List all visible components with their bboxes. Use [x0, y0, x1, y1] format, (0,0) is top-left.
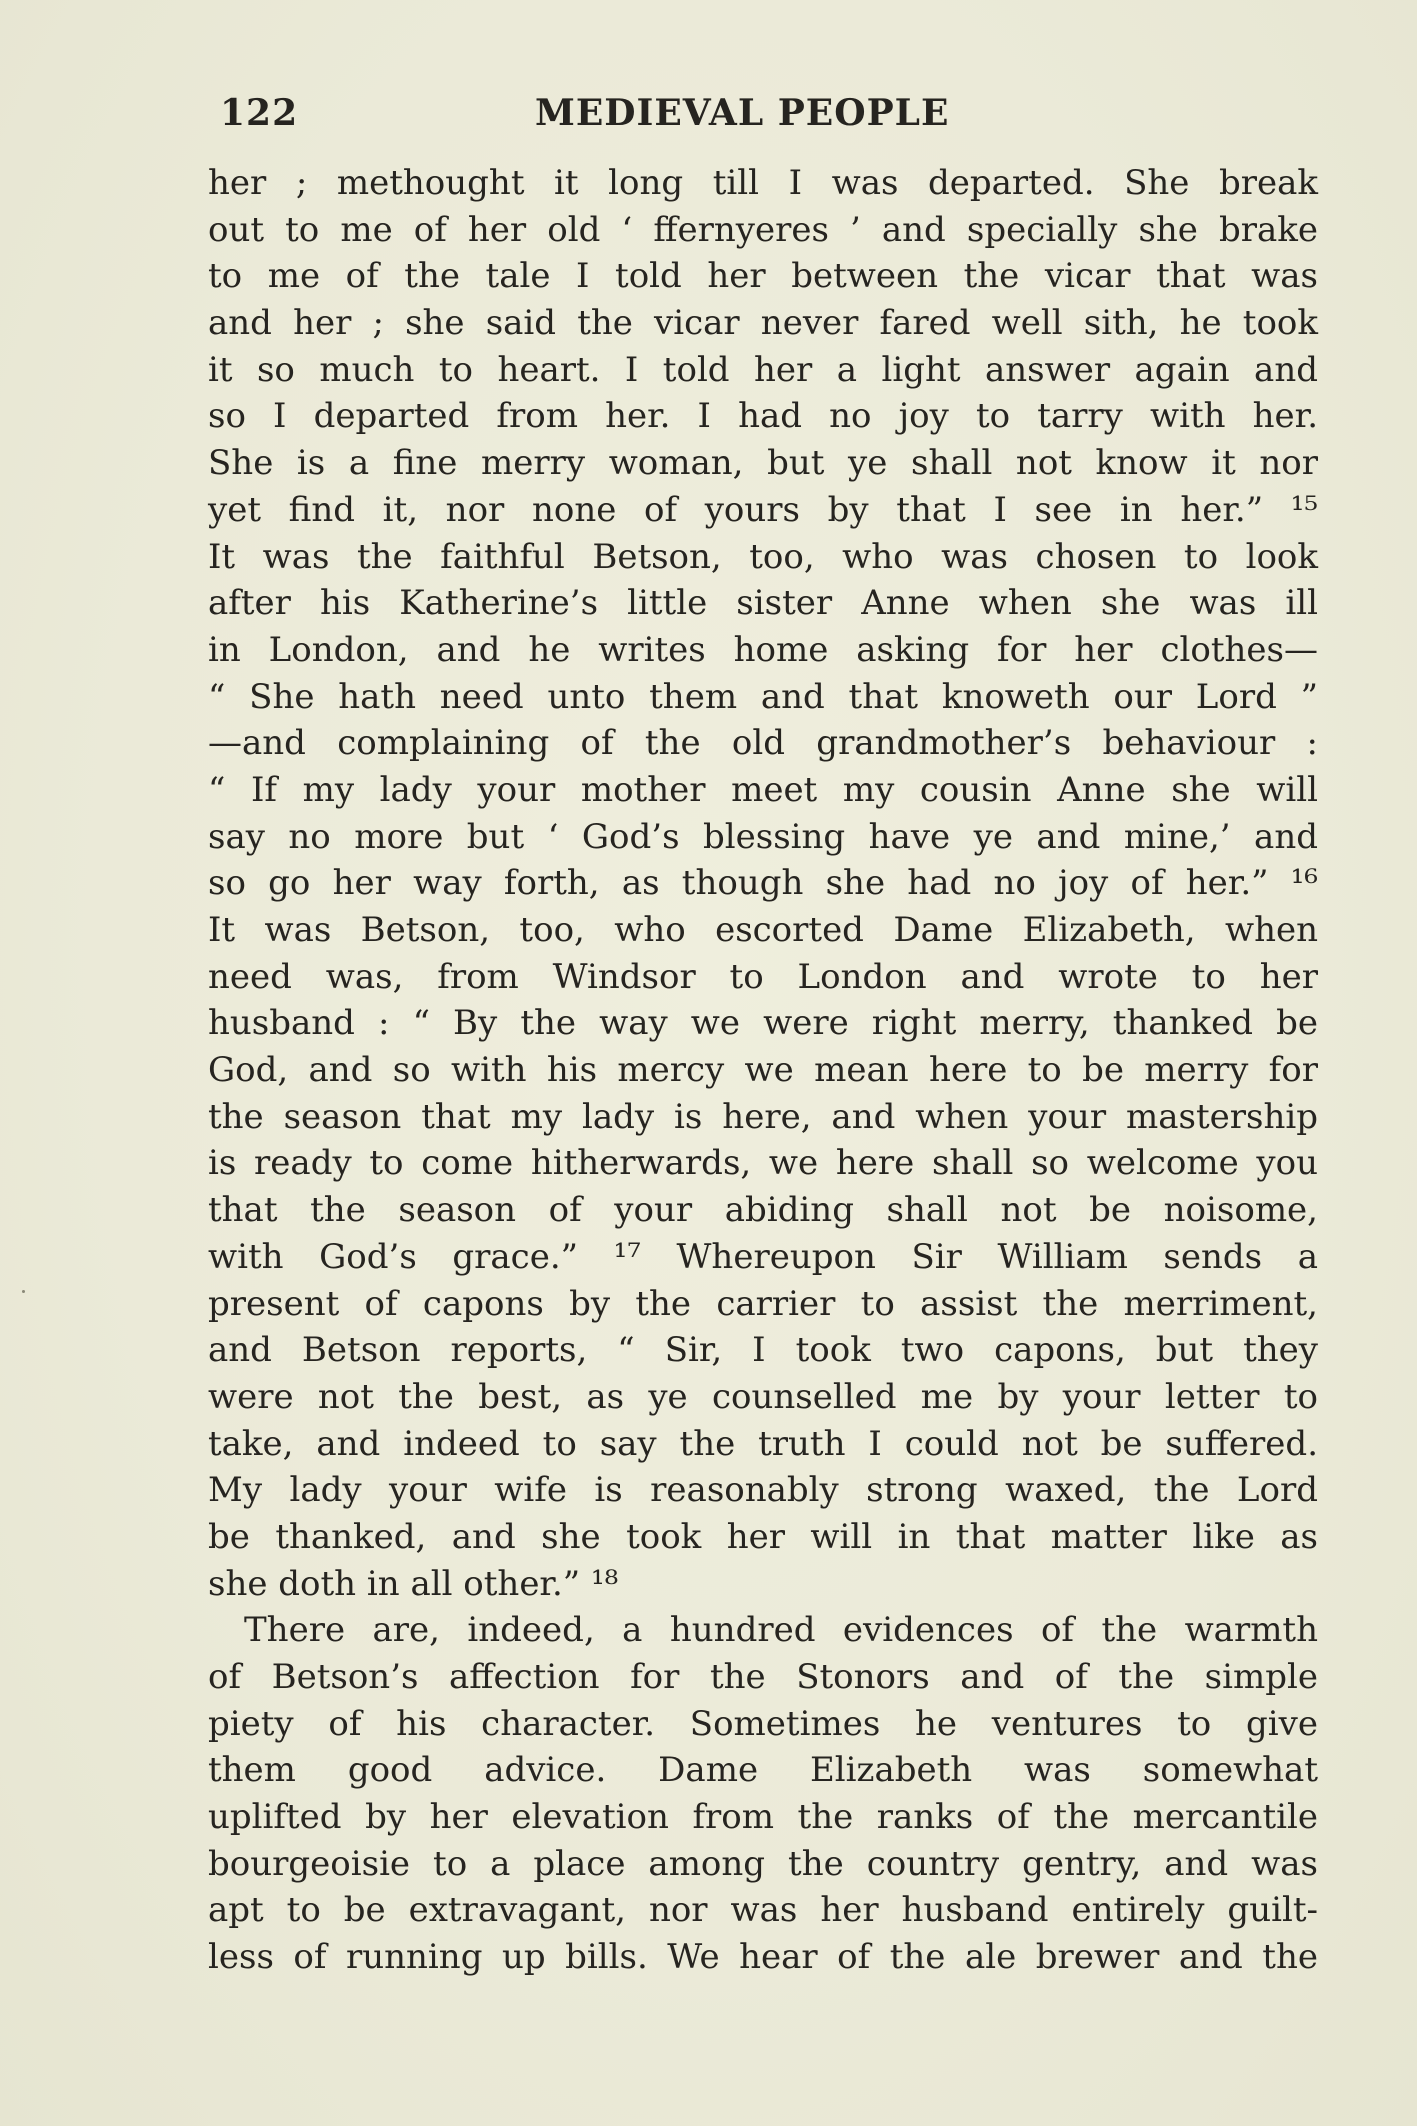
text-line: husband : “ By the way we were right merry, thanked be [208, 1003, 1318, 1044]
text-line: “ She hath need unto them and that knoweth our Lord ” [208, 676, 1318, 717]
text-line: apt to be extravagant, nor was her husband entirely guilt- [208, 1890, 1318, 1931]
paper-speck [22, 1290, 25, 1293]
text-line: —and complaining of the old grandmother’s behaviour : [208, 723, 1318, 764]
text-line: uplifted by her elevation from the ranks of the mercantile [208, 1797, 1318, 1838]
text-line: yet find it, nor none of yours by that I see in her.” ¹⁵ [208, 489, 1318, 530]
text-line: My lady your wife is reasonably strong waxed, the Lord [208, 1470, 1318, 1511]
text-line: were not the best, as ye counselled me by your letter to [208, 1376, 1318, 1417]
text-line: and her ; she said the vicar never fared well sith, he took [208, 303, 1318, 344]
text-line-paragraph-end: she doth in all other.” ¹⁸ [208, 1563, 619, 1604]
text-line: that the season of your abiding shall not be noisome, [208, 1190, 1318, 1231]
text-line: them good advice. Dame Elizabeth was somewhat [208, 1750, 1318, 1791]
text-line: the season that my lady is here, and when your mastership [208, 1096, 1318, 1137]
text-line: after his Katherine’s little sister Anne when she was ill [208, 583, 1318, 624]
text-line-paragraph-start: There are, indeed, a hundred evidences of the warmth [244, 1610, 1318, 1651]
text-line: need was, from Windsor to London and wrote to her [208, 956, 1318, 997]
text-line: say no more but ‘ God’s blessing have ye and mine,’ and [208, 816, 1318, 857]
text-line: It was Betson, too, who escorted Dame Elizabeth, when [208, 910, 1318, 950]
text-line: piety of his character. Sometimes he ventures to give [208, 1703, 1318, 1744]
page-number: 122 [220, 92, 299, 134]
text-line: God, and so with his mercy we mean here to be merry for [208, 1050, 1318, 1091]
text-line: It was the faithful Betson, too, who was chosen to look [208, 536, 1318, 577]
body-text [208, 160, 1318, 1981]
text-line: so go her way forth, as though she had no joy of her.” ¹⁶ [208, 863, 1318, 904]
text-line: with God’s grace.” ¹⁷ Whereupon Sir William sends a [208, 1236, 1318, 1277]
text-line: less of running up bills. We hear of the ale brewer and the [208, 1937, 1318, 1978]
running-title: MEDIEVAL PEOPLE [535, 92, 950, 134]
text-line: in London, and he writes home asking for her clothes— [208, 629, 1318, 670]
text-line: present of capons by the carrier to assist the merriment, [208, 1283, 1318, 1324]
text-line: be thanked, and she took her will in that matter like as [208, 1516, 1318, 1557]
text-line: to me of the tale I told her between the vicar that was [208, 256, 1318, 297]
page-header [220, 92, 1310, 142]
text-line: her ; methought it long till I was departed. She break [208, 163, 1318, 203]
text-line: and Betson reports, “ Sir, I took two capons, but they [208, 1330, 1318, 1371]
text-line: it so much to heart. I told her a light answer again and [208, 349, 1318, 390]
text-line: is ready to come hitherwards, we here shall so welcome you [208, 1143, 1318, 1184]
text-line: of Betson’s affection for the Stonors and of the simple [208, 1657, 1318, 1697]
text-line: She is a fine merry woman, but ye shall not know it nor [208, 443, 1318, 484]
text-line: so I departed from her. I had no joy to tarry with her. [208, 396, 1318, 437]
text-line: take, and indeed to say the truth I could not be suffered. [208, 1423, 1318, 1464]
text-line: bourgeoisie to a place among the country gentry, and was [208, 1843, 1318, 1884]
text-line: “ If my lady your mother meet my cousin Anne she will [208, 769, 1318, 810]
text-line: out to me of her old ‘ ffernyeres ’ and specially she brake [208, 209, 1318, 250]
